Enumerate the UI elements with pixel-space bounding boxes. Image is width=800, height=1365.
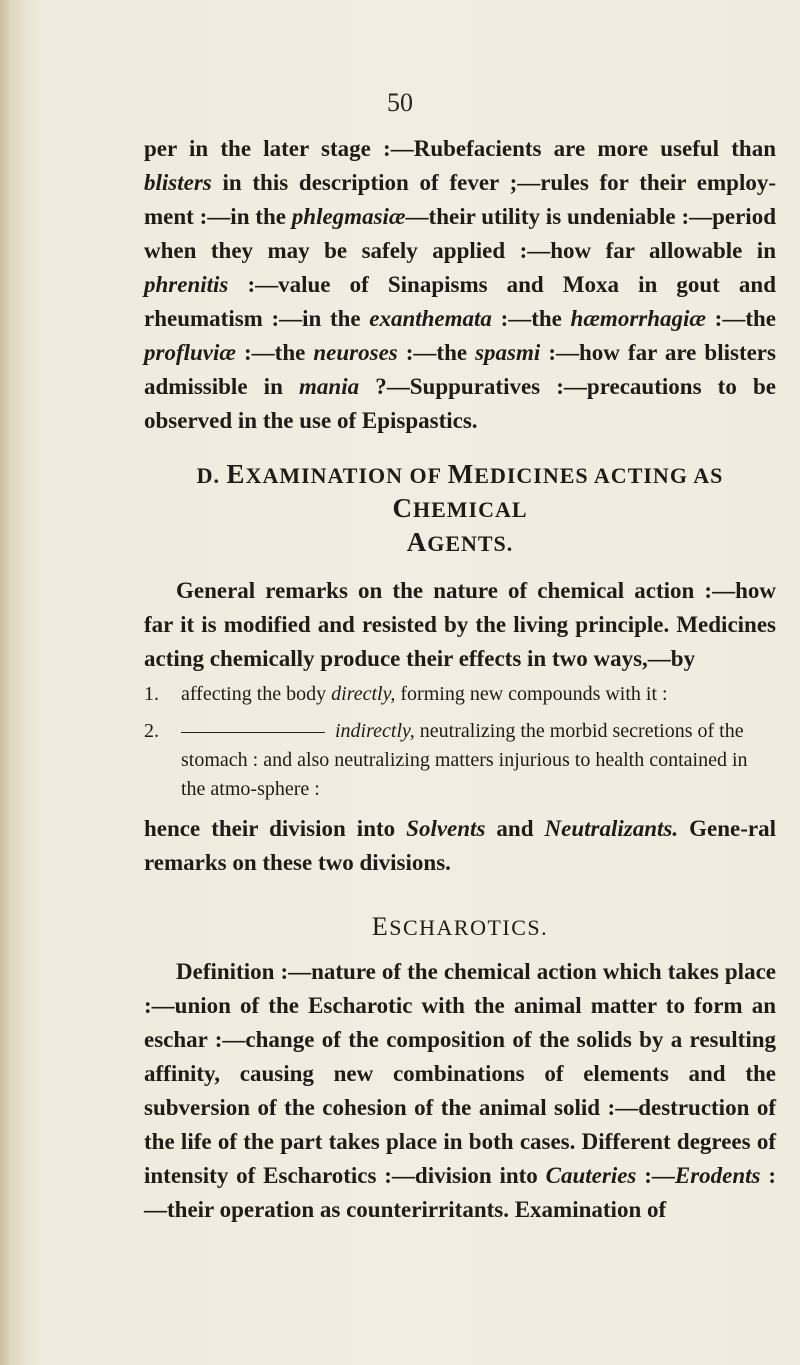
- page-gutter-shadow: [0, 0, 22, 1365]
- paragraph-general-remarks: General remarks on the nature of chemical action :—how far it is modified and resisted by the living principle. Medicines acting chemically produce their effects in two ways,—by: [144, 578, 776, 671]
- page-body: [144, 132, 776, 1227]
- list-item: 1. affecting the body directly, forming new compounds with it :: [144, 683, 668, 705]
- list-item: 2. indirectly, neutralizing the morbid secretions of the stomach : and also neutralizing matters injurious to health contained in the atmo-sphere :: [144, 720, 748, 800]
- section-heading-escharotics: ESCHAROTICS.: [371, 912, 549, 941]
- paragraph-division: hence their division into Solvents and Neutralizants. Gene-ral remarks on these two divisions.: [144, 816, 776, 875]
- section-heading-chemical-agents: D. EXAMINATION OF MEDICINES ACTING AS CHEMICAL AGENTS.: [196, 459, 724, 557]
- ditto-rule: [181, 732, 325, 733]
- page-number: 50: [387, 88, 413, 117]
- numbered-list: [144, 680, 776, 804]
- paragraph-rubefacients: per in the later stage :—Rubefacients are more useful than blisters in this description of fever ;—rules for their employ-ment :—in the phlegmasiæ—their utility is undeniable :—period when they may be safely applied :—how far allowable in phrenitis :—value of Sinapisms and Moxa in gout and rheumatism :—in the exanthemata :—the hæmorrhagiæ :—the profluviæ :—the neuroses :—the spasmi :—how far are blisters admissible in mania ?—Suppuratives :—precautions to be observed in the use of Epispastics.: [144, 136, 776, 433]
- paragraph-escharotics: Definition :—nature of the chemical action which takes place :—union of the Escharotic with the animal matter to form an eschar :—change of the composition of the solids by a resulting affinity, causing new combinations of elements and the subversion of the cohesion of the animal solid :—destruction of the life of the part takes place in both cases. Different degrees of intensity of Escharotics :—division into Cauteries :—Erodents :—their operation as counterirritants. Examination of: [144, 959, 777, 1222]
